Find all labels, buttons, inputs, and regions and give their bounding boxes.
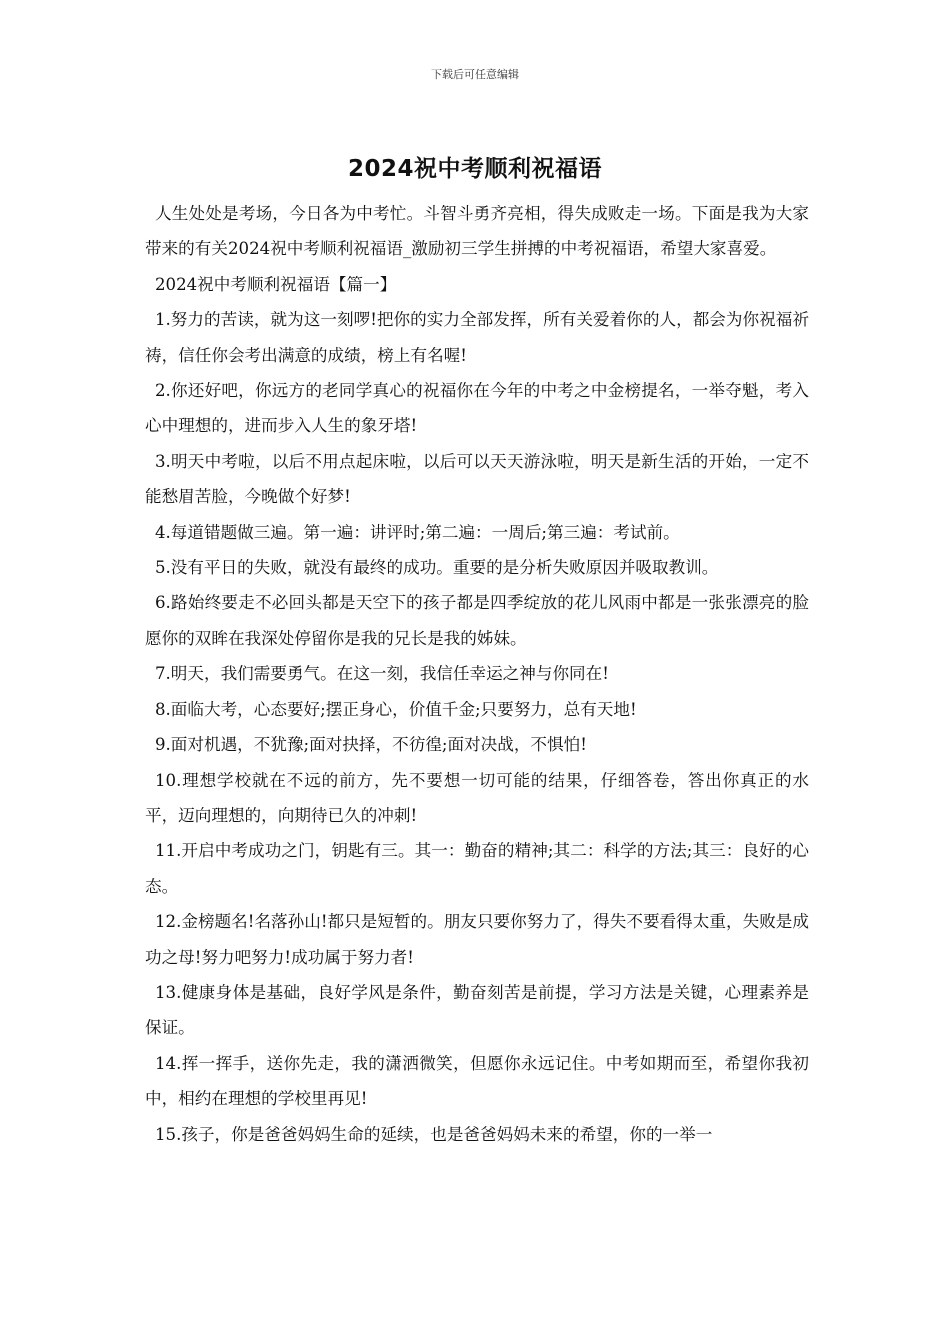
list-item: 12.金榜题名!名落孙山!都只是短暂的。朋友只要你努力了，得失不要看得太重，失败是成功之母!努力吧努力!成功属于努力者!	[145, 912, 809, 967]
section-heading: 2024祝中考顺利祝福语【篇一】	[154, 274, 397, 294]
list-item: 2.你还好吧，你远方的老同学真心的祝福你在今年的中考之中金榜提名，一举夺魁，考入心中理想的，进而步入人生的象牙塔!	[145, 381, 809, 436]
list-item: 8.面临大考，心态要好;摆正身心，价值千金;只要努力，总有天地!	[154, 699, 637, 719]
page-title: 2024祝中考顺利祝福语	[347, 156, 602, 182]
list-item: 3.明天中考啦，以后不用点起床啦，以后可以天天游泳啦，明天是新生活的开始，一定不能愁眉苦脸，今晚做个好梦!	[145, 451, 809, 507]
header-note: 下载后可任意编辑	[431, 68, 519, 81]
intro-paragraph: 人生处处是考场，今日各为中考忙。斗智斗勇齐亮相，得失成败走一场。下面是我为大家带来的有关2024祝中考顺利祝福语_激励初三学生拼搏的中考祝福语，希望大家喜爱。	[145, 204, 809, 259]
list-item: 9.面对机遇，不犹豫;面对抉择，不彷徨;面对决战，不惧怕!	[154, 735, 587, 755]
document-body	[145, 196, 809, 1152]
list-item: 14.挥一挥手，送你先走，我的潇洒微笑，但愿你永远记住。中考如期而至，希望你我初中，相约在理想的学校里再见!	[145, 1053, 809, 1109]
list-item: 11.开启中考成功之门，钥匙有三。其一：勤奋的精神;其二：科学的方法;其三：良好的心态。	[145, 841, 809, 896]
list-item: 6.路始终要走不必回头都是天空下的孩子都是四季绽放的花儿风雨中都是一张张漂亮的脸愿你的双眸在我深处停留你是我的兄长是我的姊妹。	[145, 593, 809, 648]
list-item: 7.明天，我们需要勇气。在这一刻，我信任幸运之神与你同在!	[154, 664, 609, 684]
list-item: 15.孩子，你是爸爸妈妈生命的延续，也是爸爸妈妈未来的希望，你的一举一	[154, 1124, 713, 1144]
list-item: 13.健康身体是基础，良好学风是条件，勤奋刻苦是前提，学习方法是关键，心理素养是保证。	[145, 982, 809, 1038]
list-item: 1.努力的苦读，就为这一刻啰!把你的实力全部发挥，所有关爱着你的人，都会为你祝福祈祷，信任你会考出满意的成绩，榜上有名喔!	[145, 310, 809, 365]
list-item: 4.每道错题做三遍。第一遍：讲评时;第二遍：一周后;第三遍：考试前。	[154, 522, 680, 542]
list-item: 5.没有平日的失败，就没有最终的成功。重要的是分析失败原因并吸取教训。	[154, 558, 719, 578]
list-item: 10.理想学校就在不远的前方，先不要想一切可能的结果，仔细答卷，答出你真正的水平，迈向理想的，向期待已久的冲刺!	[145, 770, 809, 825]
